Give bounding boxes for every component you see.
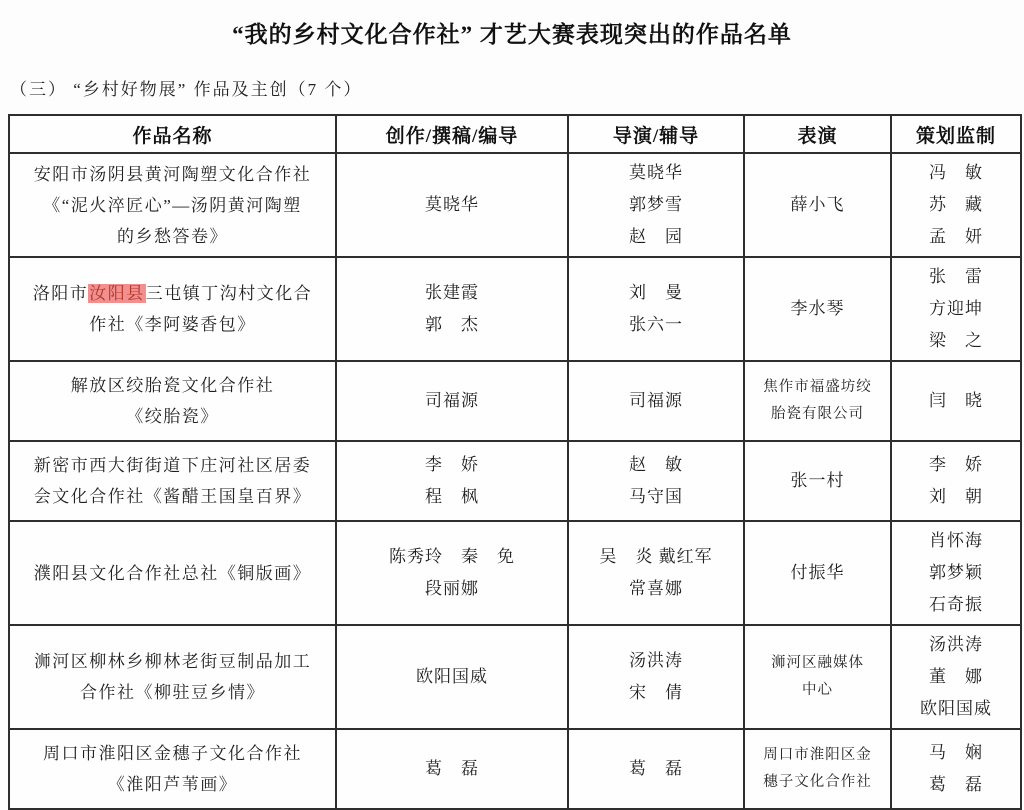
person-name: 石奇振 bbox=[929, 595, 983, 614]
creator-cell bbox=[336, 521, 568, 625]
table-row bbox=[9, 153, 1021, 257]
person-name: 周口市淮阳区金 bbox=[763, 747, 872, 763]
person-name: 李 娇 bbox=[929, 455, 983, 474]
person-name: 方迎坤 bbox=[929, 299, 983, 318]
works-table bbox=[8, 114, 1022, 810]
person-name: 赵 敏 bbox=[629, 455, 683, 474]
person-name: 葛 磊 bbox=[425, 759, 479, 778]
table-header-row bbox=[9, 115, 1021, 153]
table-row bbox=[9, 441, 1021, 521]
director-cell bbox=[568, 257, 744, 361]
work-title-text: 周口市淮阳区金穗子文化合作社 bbox=[43, 744, 302, 763]
person-name: 李 娇 bbox=[425, 455, 479, 474]
creator-cell bbox=[336, 625, 568, 729]
person-name: 郭 杰 bbox=[425, 315, 479, 334]
producer-cell bbox=[891, 153, 1021, 257]
work-title-text: 的乡愁答卷》 bbox=[117, 226, 228, 246]
performer-cell bbox=[744, 625, 891, 729]
performer-cell bbox=[744, 521, 891, 625]
work-title-text: 三屯镇丁沟村文化合 bbox=[145, 284, 313, 303]
person-name: 陈秀玲 秦 免 bbox=[389, 547, 515, 566]
producer-cell bbox=[891, 257, 1021, 361]
table-row bbox=[9, 361, 1021, 441]
work-title-text: 作社《李阿婆香包》 bbox=[89, 315, 256, 334]
performer-cell bbox=[744, 361, 891, 441]
work-title-text: 浉河区柳林乡柳林老街豆制品加工 bbox=[33, 652, 312, 671]
work-title-text: 安阳市汤阴县黄河陶塑文化合作社 bbox=[33, 164, 312, 184]
director-cell bbox=[568, 441, 744, 521]
person-name: 司福源 bbox=[425, 391, 479, 410]
director-cell bbox=[568, 521, 744, 625]
person-name: 中心 bbox=[802, 682, 833, 698]
person-name: 浉河区融媒体 bbox=[771, 655, 864, 671]
work-title-cell bbox=[9, 257, 336, 361]
producer-cell bbox=[891, 625, 1021, 729]
producer-cell bbox=[891, 361, 1021, 441]
producer-cell bbox=[891, 441, 1021, 521]
creator-cell bbox=[336, 153, 568, 257]
person-name: 欧阳国威 bbox=[416, 667, 488, 686]
creator-cell bbox=[336, 441, 568, 521]
person-name: 付振华 bbox=[790, 563, 845, 582]
performer-cell bbox=[744, 153, 891, 257]
person-name: 李水琴 bbox=[790, 299, 845, 318]
person-name: 欧阳国威 bbox=[920, 699, 992, 718]
person-name: 段丽娜 bbox=[425, 579, 479, 598]
person-name: 郭梦雪 bbox=[629, 195, 683, 214]
header-producer: 策划监制 bbox=[891, 115, 1021, 153]
person-name: 马守国 bbox=[629, 487, 683, 506]
table-body bbox=[9, 153, 1021, 809]
person-name: 刘 朝 bbox=[929, 487, 983, 506]
work-title-text: 《“泥火淬匠心”—汤阴黄河陶塑 bbox=[43, 195, 302, 215]
person-name: 肖怀海 bbox=[929, 531, 983, 550]
header-performer: 表演 bbox=[744, 115, 891, 153]
work-title-text: 《淮阳芦苇画》 bbox=[107, 775, 238, 794]
work-title-cell bbox=[9, 521, 336, 625]
person-name: 吴 炎 戴红军 bbox=[599, 547, 713, 566]
person-name: 莫晓华 bbox=[425, 195, 479, 214]
person-name: 宋 倩 bbox=[629, 683, 683, 702]
table-row bbox=[9, 257, 1021, 361]
creator-cell bbox=[336, 361, 568, 441]
person-name: 苏 藏 bbox=[929, 195, 983, 214]
person-name: 马 娴 bbox=[929, 743, 983, 762]
director-cell bbox=[568, 729, 744, 809]
director-cell bbox=[568, 625, 744, 729]
work-title-cell bbox=[9, 729, 336, 809]
person-name: 梁 之 bbox=[929, 331, 983, 350]
person-name: 程 枫 bbox=[425, 487, 479, 506]
person-name: 冯 敏 bbox=[929, 163, 983, 182]
work-title-cell bbox=[9, 441, 336, 521]
person-name: 赵 园 bbox=[629, 227, 683, 246]
person-name: 薛小飞 bbox=[790, 195, 845, 214]
person-name: 穗子文化合作社 bbox=[763, 774, 872, 790]
person-name: 莫晓华 bbox=[629, 163, 683, 182]
work-title-cell bbox=[9, 361, 336, 441]
work-title-text: 《绞胎瓷》 bbox=[126, 407, 219, 426]
producer-cell bbox=[891, 521, 1021, 625]
work-title-cell bbox=[9, 153, 336, 257]
person-name: 董 娜 bbox=[929, 667, 983, 686]
header-director: 导演/辅导 bbox=[568, 115, 744, 153]
work-title-text: 洛阳市 bbox=[32, 284, 89, 303]
work-title-text: 濮阳县文化合作社总社《铜版画》 bbox=[33, 563, 312, 583]
person-name: 张一村 bbox=[790, 471, 845, 490]
page-title: “我的乡村文化合作社” 才艺大赛表现突出的作品名单 bbox=[232, 22, 792, 47]
header-creator: 创作/撰稿/编导 bbox=[336, 115, 568, 153]
person-name: 常喜娜 bbox=[629, 579, 683, 598]
work-title-text: 合作社《柳驻豆乡情》 bbox=[80, 683, 265, 702]
person-name: 葛 磊 bbox=[929, 775, 983, 794]
creator-cell bbox=[336, 729, 568, 809]
director-cell bbox=[568, 153, 744, 257]
work-title-text: 新密市西大街街道下庄河社区居委 bbox=[33, 456, 312, 475]
person-name: 焦作市福盛坊绞 bbox=[763, 379, 872, 395]
person-name: 汤洪涛 bbox=[929, 635, 983, 654]
person-name: 胎瓷有限公司 bbox=[771, 406, 864, 422]
performer-cell bbox=[744, 441, 891, 521]
person-name: 孟 妍 bbox=[929, 227, 983, 246]
work-title-text: 解放区绞胎瓷文化合作社 bbox=[70, 376, 275, 395]
table-row bbox=[9, 729, 1021, 809]
work-title-text: 会文化合作社《酱醋王国皇百界》 bbox=[33, 487, 312, 506]
person-name: 张六一 bbox=[629, 315, 683, 334]
person-name: 葛 磊 bbox=[629, 759, 683, 778]
header-work-name: 作品名称 bbox=[9, 115, 336, 153]
table-row bbox=[9, 521, 1021, 625]
person-name: 刘 曼 bbox=[629, 283, 683, 302]
table-row bbox=[9, 625, 1021, 729]
person-name: 闫 晓 bbox=[929, 391, 983, 410]
person-name: 郭梦颖 bbox=[929, 563, 983, 582]
creator-cell bbox=[336, 257, 568, 361]
performer-cell bbox=[744, 257, 891, 361]
performer-cell bbox=[744, 729, 891, 809]
producer-cell bbox=[891, 729, 1021, 809]
highlighted-text: 汝阳县 bbox=[89, 284, 145, 303]
director-cell bbox=[568, 361, 744, 441]
section-subtitle: （三） “乡村好物展” 作品及主创（7 个） bbox=[10, 80, 363, 99]
person-name: 张 雷 bbox=[929, 267, 983, 286]
person-name: 汤洪涛 bbox=[629, 651, 683, 670]
work-title-cell bbox=[9, 625, 336, 729]
person-name: 司福源 bbox=[629, 391, 683, 410]
person-name: 张建霞 bbox=[425, 283, 479, 302]
